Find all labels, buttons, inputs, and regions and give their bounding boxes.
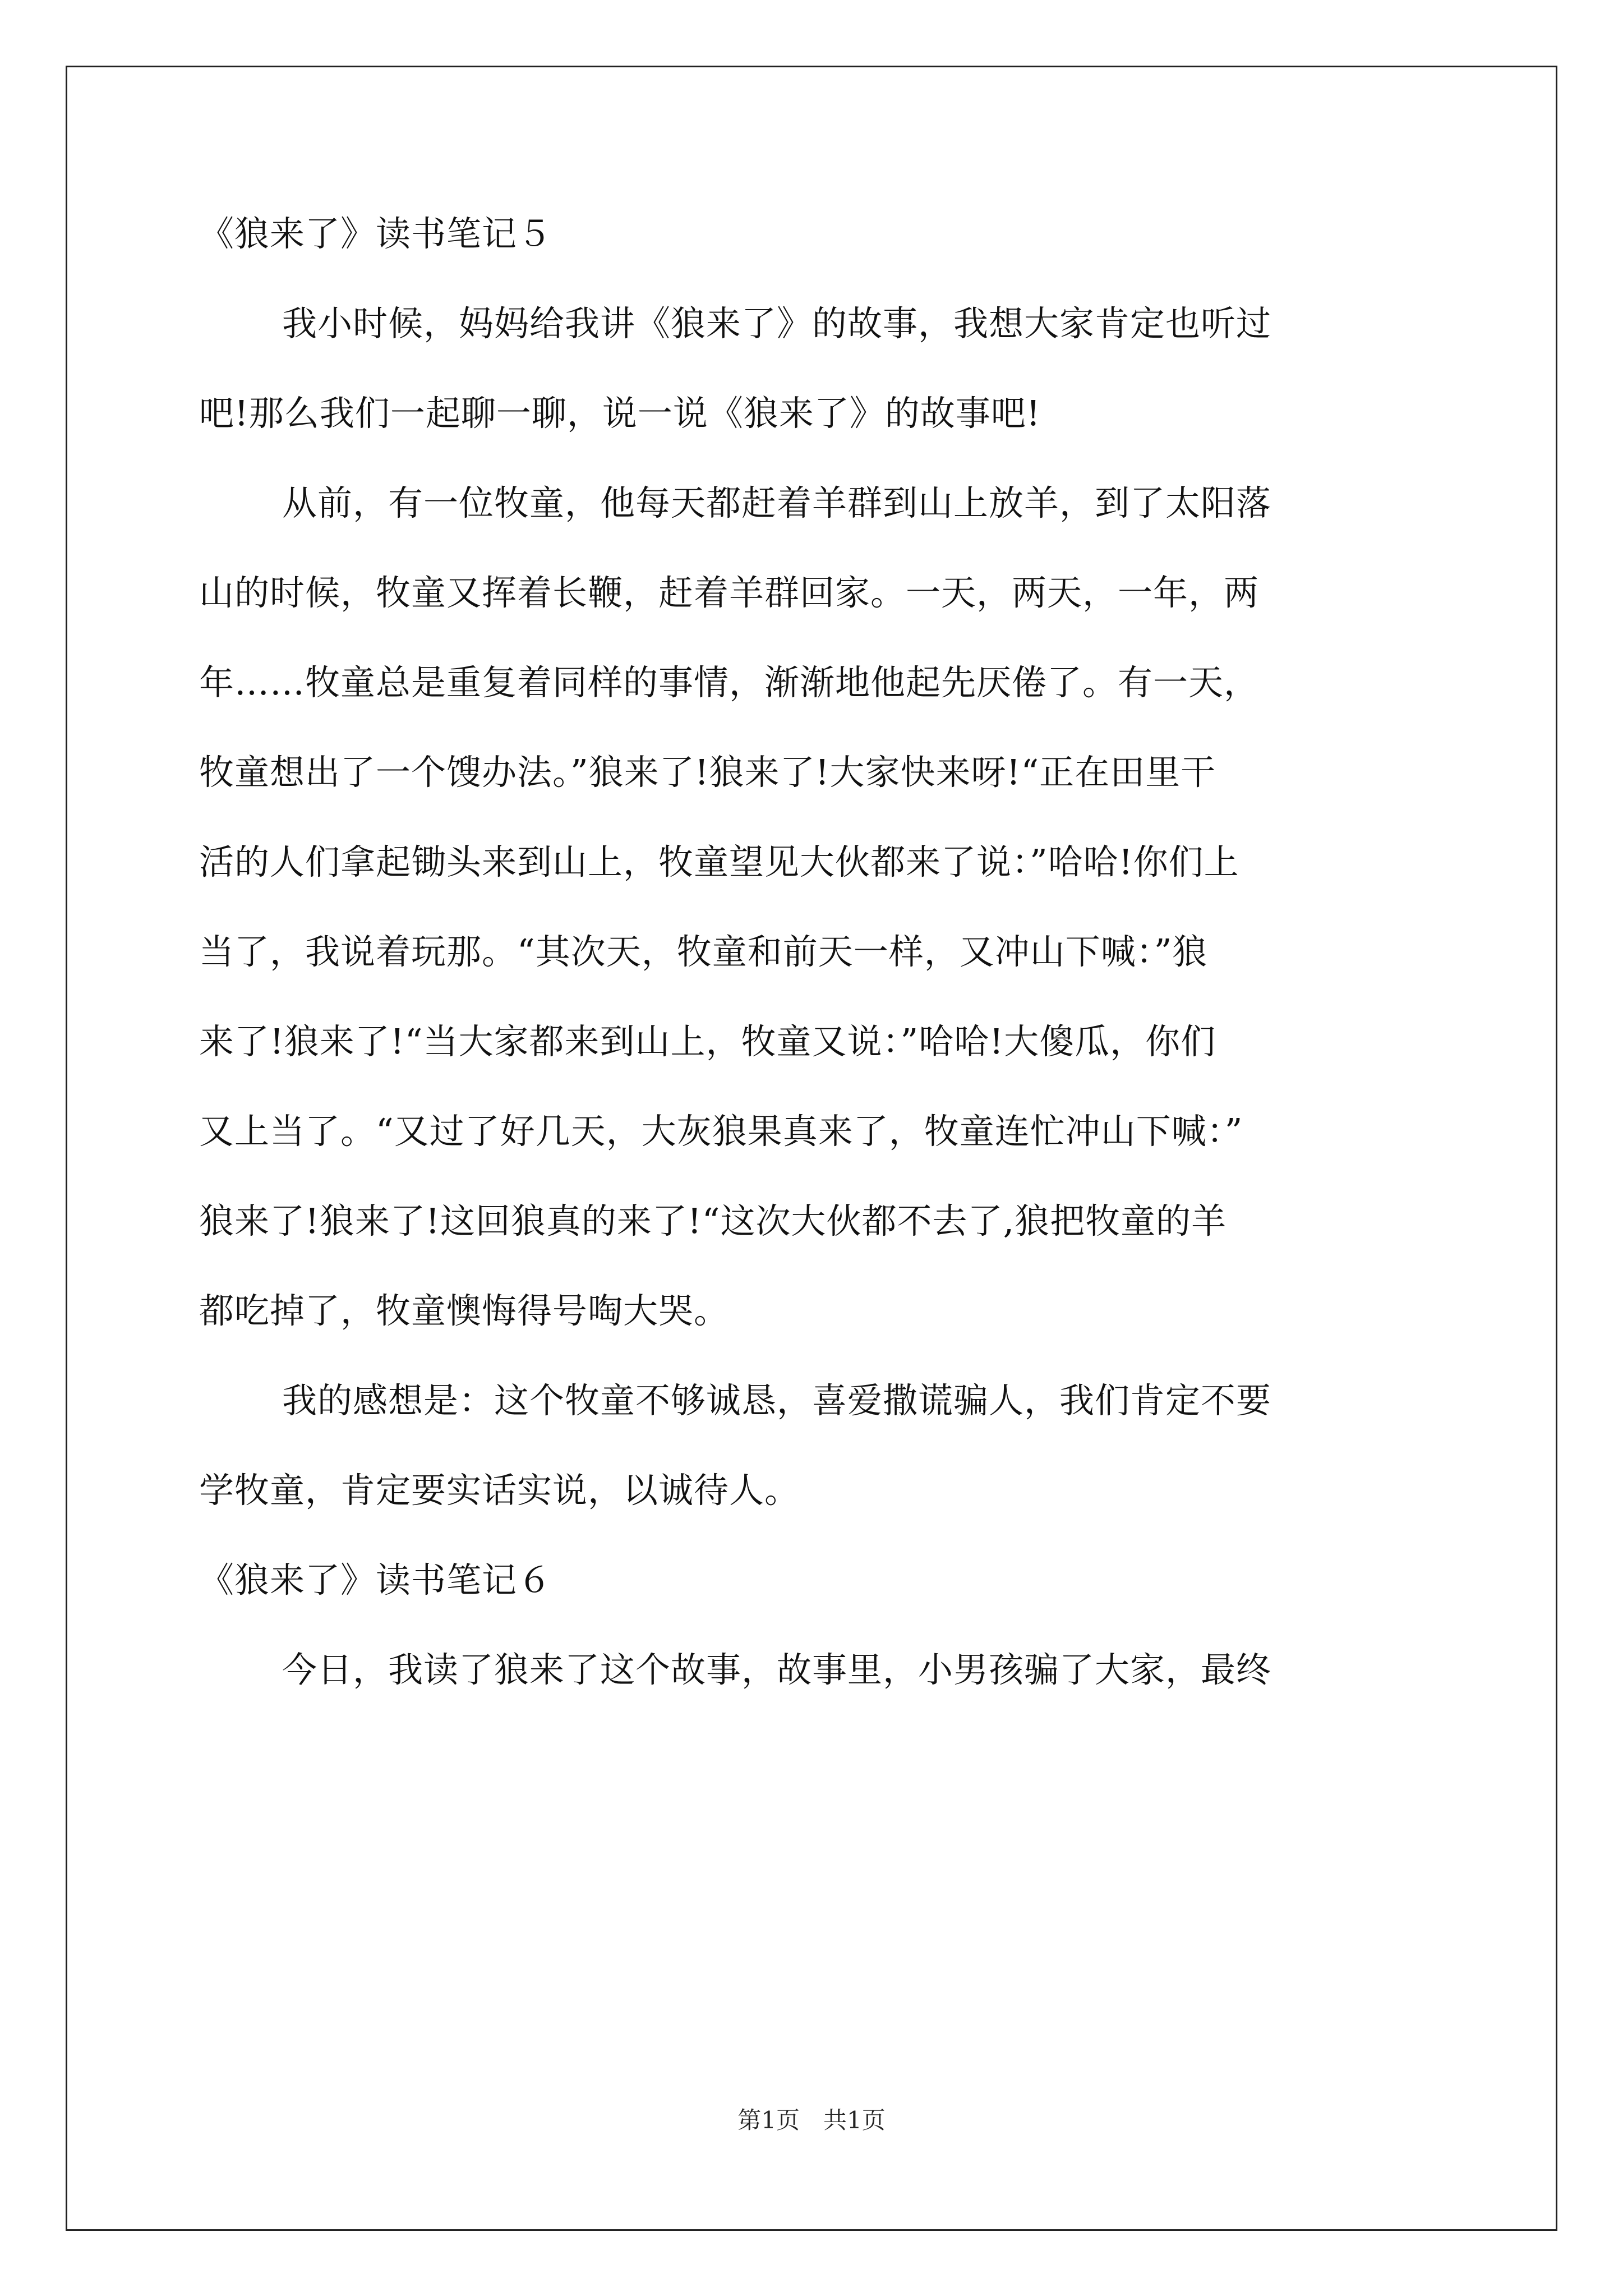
paragraph-line: 山的时候，牧童又挥着长鞭，赶着羊群回家。一天，两天，一年，两 — [199, 572, 1260, 613]
section-heading-6: 《狼来了》读书笔记６ — [199, 1559, 553, 1600]
paragraph-line: 我小时候，妈妈给我讲《狼来了》的故事，我想大家肯定也听过 — [282, 303, 1272, 344]
paragraph-line: 我的感想是：这个牧童不够诚恳，喜爱撒谎骗人，我们肯定不要 — [282, 1380, 1272, 1421]
page-footer: 第1页 共1页 — [737, 2106, 886, 2134]
paragraph-line: 狼来了!狼来了!这回狼真的来了!“这次大伙都不去了,狼把牧童的羊 — [199, 1200, 1227, 1241]
paragraph-line: 当了，我说着玩那。“其次天，牧童和前天一样，又冲山下喊：”狼 — [199, 931, 1208, 972]
paragraph-line: 今日，我读了狼来了这个故事，故事里，小男孩骗了大家，最终 — [282, 1649, 1272, 1690]
paragraph-line: 学牧童，肯定要实话实说，以诚待人。 — [199, 1470, 800, 1511]
section-heading-5: 《狼来了》读书笔记５ — [199, 213, 553, 254]
paragraph-line: 又上当了。“又过了好几天，大灰狼果真来了，牧童连忙冲山下喊：” — [199, 1111, 1243, 1152]
paragraph-line: 牧童想出了一个馊办法。”狼来了!狼来了!大家快来呀!“正在田里干 — [199, 752, 1216, 793]
paragraph-line: 年……牧童总是重复着同样的事情，渐渐地他起先厌倦了。有一天， — [199, 662, 1260, 703]
paragraph-line: 吧!那么我们一起聊一聊，说一说《狼来了》的故事吧! — [199, 393, 1041, 434]
paragraph-line: 从前，有一位牧童，他每天都赶着羊群到山上放羊，到了太阳落 — [282, 482, 1272, 523]
paragraph-line: 来了!狼来了!“当大家都来到山上，牧童又说：”哈哈!大傻瓜，你们 — [199, 1021, 1216, 1062]
paragraph-line: 活的人们拿起锄头来到山上，牧童望见大伙都来了说：”哈哈!你们上 — [199, 841, 1239, 882]
paragraph-line: 都吃掉了，牧童懊悔得号啕大哭。 — [199, 1290, 730, 1331]
